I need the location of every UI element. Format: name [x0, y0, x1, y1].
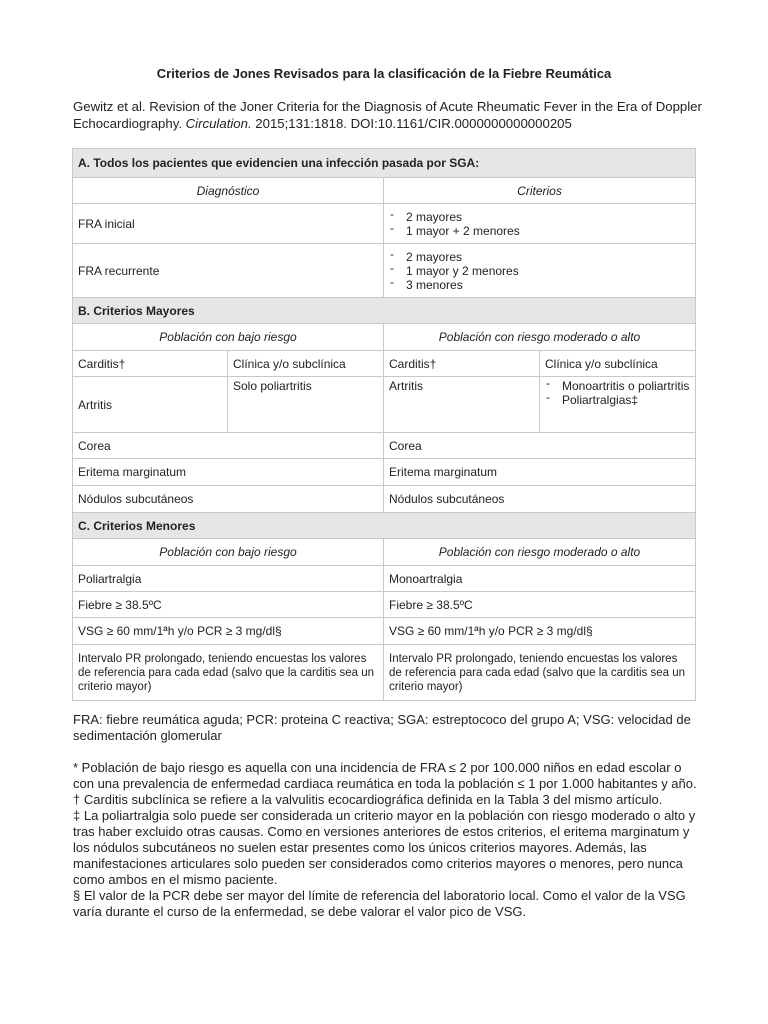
list-item: - 3 menores — [389, 278, 690, 292]
citation-journal: Circulation. — [185, 116, 252, 131]
fra-inicial-criteria — [384, 204, 696, 244]
nodulos-mod: Nódulos subcutáneos — [384, 486, 696, 513]
eritema-mod: Eritema marginatum — [384, 459, 696, 486]
fiebre-mod: Fiebre ≥ 38.5ºC — [384, 592, 696, 618]
c-mod-risk-header: Población con riesgo moderado o alto — [384, 539, 696, 566]
vsg-mod: VSG ≥ 60 mm/1ªh y/o PCR ≥ 3 mg/dl§ — [384, 618, 696, 645]
citation-details: 2015;131:1818. DOI:10.1161/CIR.0000000000000205 — [255, 116, 572, 131]
b-low-risk-header: Población con bajo riesgo — [73, 324, 384, 351]
subclinical-carditis-note: † Carditis subclínica se refiere a la valvulitis ecocardiográfica definida en la Tabla 3 del mismo artículo. — [73, 792, 663, 807]
citation-text: Gewitz et al. Revision of the Joner Criteria for the Diagnosis of Acute Rheumatic Fever in the Era of Doppler Echocardiography. — [73, 99, 702, 131]
low-risk-note: * Población de bajo riesgo es aquella con una incidencia de FRA ≤ 2 por 100.000 niños en edad escolar o con una prevalencia de enfermedad cardiaca reumática en toda la población ≤ 1 por 1.000 habitantes y año. — [73, 760, 697, 791]
carditis-low: Carditis† — [73, 351, 228, 377]
fra-recurrente-label: FRA recurrente — [73, 244, 384, 298]
list-item: - 2 mayores — [389, 210, 690, 224]
criteria-table — [72, 148, 696, 701]
fiebre-low: Fiebre ≥ 38.5ºC — [73, 592, 384, 618]
pcr-vsg-note: § El valor de la PCR debe ser mayor del límite de referencia del laboratorio local. Como el valor de la VSG varía durante el curso de la enfermedad, se debe valorar el valor pico de VSG. — [73, 888, 686, 919]
list-item: - 2 mayores — [389, 250, 690, 264]
list-item: - Poliartralgias‡ — [545, 393, 690, 407]
footnotes — [73, 712, 698, 920]
c-low-risk-header: Población con bajo riesgo — [73, 539, 384, 566]
section-a-header: A. Todos los pacientes que evidencien una infección pasada por SGA: — [73, 149, 696, 178]
artritis-low-detail: Solo poliartritis — [228, 377, 384, 433]
artritis-mod: Artritis — [384, 377, 540, 433]
list-item: - 1 mayor y 2 menores — [389, 264, 690, 278]
artritis-low: Artritis — [73, 377, 228, 433]
section-c-header: C. Criterios Menores — [73, 513, 696, 539]
carditis-mod: Carditis† — [384, 351, 540, 377]
col-criterios: Criterios — [384, 178, 696, 204]
abbreviations-note: FRA: fiebre reumática aguda; PCR: proteina C reactiva; SGA: estreptococo del grupo A; VSG: velocidad de sedimentación glomerular — [73, 712, 691, 743]
polyarthralgia-note: ‡ La poliartralgia solo puede ser considerada un criterio mayor en la población con riesgo moderado o alto y tras haber excluido otras causas. Como en versiones anteriores de estos criterios, el eritema marginatum y los nódulos subcutáneos no suelen estar presentes como los únicos criterios mayores. Además, las manifestaciones articulares solo pueden ser considerados como criterios mayores o menores, pero nunca como ambos en el mismo paciente. — [73, 808, 696, 887]
col-diagnostico: Diagnóstico — [73, 178, 384, 204]
pr-interval-mod: Intervalo PR prolongado, teniendo encuestas los valores de referencia para cada edad (salvo que la carditis sea un criterio mayor) — [384, 645, 696, 701]
poliartralgia-low: Poliartralgia — [73, 566, 384, 592]
artritis-mod-detail — [540, 377, 696, 433]
citation — [73, 98, 703, 132]
b-mod-risk-header: Población con riesgo moderado o alto — [384, 324, 696, 351]
fra-recurrente-criteria — [384, 244, 696, 298]
list-item: - 1 mayor + 2 menores — [389, 224, 690, 238]
monoartralgia-mod: Monoartralgia — [384, 566, 696, 592]
carditis-mod-detail: Clínica y/o subclínica — [540, 351, 696, 377]
list-item: - Monoartritis o poliartritis — [545, 379, 690, 393]
document-title: Criterios de Jones Revisados para la clasificación de la Fiebre Reumática — [156, 66, 612, 81]
nodulos-low: Nódulos subcutáneos — [73, 486, 384, 513]
eritema-low: Eritema marginatum — [73, 459, 384, 486]
pr-interval-low: Intervalo PR prolongado, teniendo encuestas los valores de referencia para cada edad (salvo que la carditis sea un criterio mayor) — [73, 645, 384, 701]
fra-inicial-label: FRA inicial — [73, 204, 384, 244]
vsg-low: VSG ≥ 60 mm/1ªh y/o PCR ≥ 3 mg/dl§ — [73, 618, 384, 645]
section-b-header: B. Criterios Mayores — [73, 298, 696, 324]
corea-low: Corea — [73, 433, 384, 459]
carditis-low-detail: Clínica y/o subclínica — [228, 351, 384, 377]
corea-mod: Corea — [384, 433, 696, 459]
